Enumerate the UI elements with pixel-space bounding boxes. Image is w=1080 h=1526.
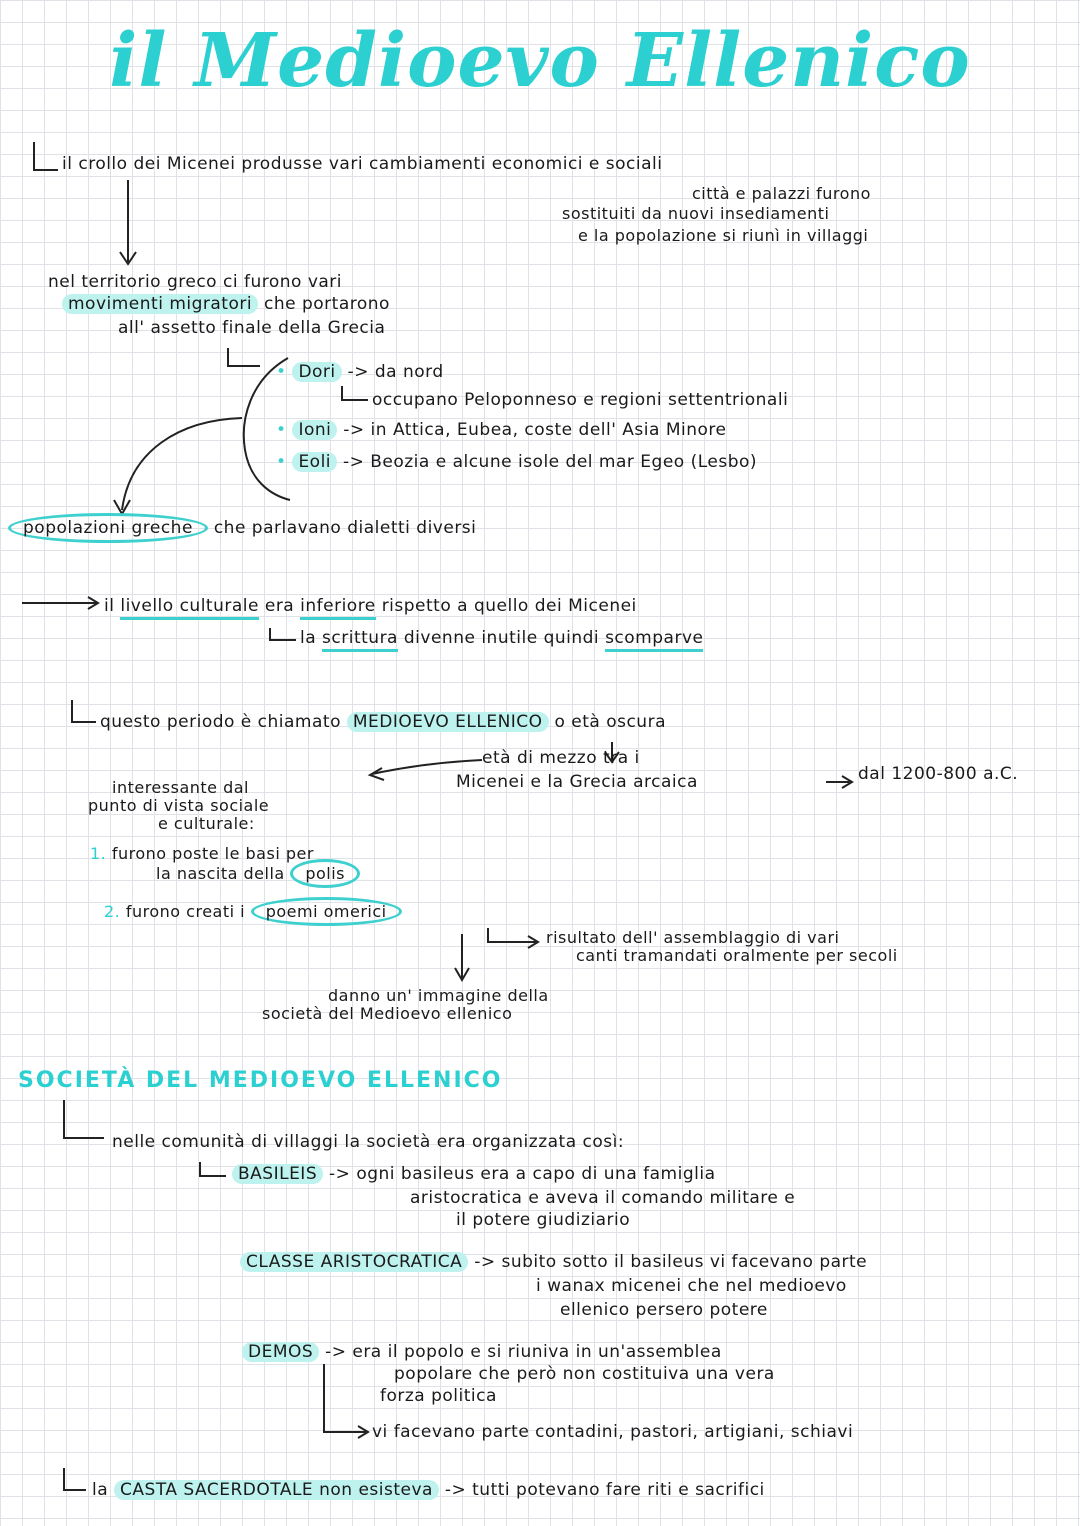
migration-line-2 bbox=[62, 294, 390, 314]
intro-line: il crollo dei Micenei produsse vari cambiamenti economici e sociali bbox=[62, 154, 663, 174]
people-text: -> in Attica, Eubea, coste dell' Asia Minore bbox=[343, 420, 727, 440]
city-line-1: città e palazzi furono bbox=[692, 184, 871, 203]
casta-rest: -> tutti potevano fare riti e sacrifici bbox=[444, 1480, 765, 1500]
demos-line-2: popolare che però non costituiva una vera bbox=[394, 1364, 775, 1384]
point-2-text: furono creati i bbox=[125, 902, 246, 921]
interest-line-3: e culturale: bbox=[158, 814, 255, 833]
migration-line-3: all' assetto finale della Grecia bbox=[118, 318, 386, 338]
casta-prefix: la bbox=[92, 1480, 109, 1500]
arrow-scrittura bbox=[270, 628, 296, 640]
aristocrazia-text-1: -> subito sotto il basileus vi facevano parte bbox=[474, 1252, 868, 1272]
migration-highlight: movimenti migratori bbox=[62, 294, 258, 314]
arrow-culture bbox=[22, 597, 98, 609]
aristocrazia-line-2: i wanax micenei che nel medioevo bbox=[536, 1276, 847, 1296]
people-dori bbox=[276, 362, 444, 382]
bullet-icon: • bbox=[276, 420, 287, 440]
point-1-text: furono poste le basi per bbox=[111, 844, 314, 863]
society-heading: SOCIETÀ DEL MEDIOEVO ELLENICO bbox=[18, 1068, 503, 1093]
people-ioni bbox=[276, 420, 726, 440]
arrow-casta bbox=[64, 1468, 86, 1490]
city-line-3: e la popolazione si riunì in villaggi bbox=[578, 226, 869, 245]
society-intro: nelle comunità di villaggi la società era organizzata così: bbox=[112, 1132, 625, 1152]
city-line-2: sostituiti da nuovi insediamenti bbox=[562, 204, 830, 223]
populations-line bbox=[8, 518, 476, 538]
populations-circled: popolazioni greche bbox=[8, 513, 208, 543]
people-eoli bbox=[276, 452, 757, 472]
demos-text-1: -> era il popolo e si riuniva in un'assemblea bbox=[325, 1342, 722, 1362]
aristocrazia-label: CLASSE ARISTOCRATICA bbox=[240, 1252, 468, 1272]
polis-circled: polis bbox=[290, 859, 360, 888]
image-line-2: società del Medioevo ellenico bbox=[262, 1004, 513, 1023]
period-between-2: Micenei e la Grecia arcaica bbox=[456, 772, 698, 792]
culture-underline-4: scomparve bbox=[605, 628, 703, 652]
demos-line-4: vi facevano parte contadini, pastori, artigiani, schiavi bbox=[372, 1422, 854, 1442]
culture-sub-line bbox=[300, 628, 703, 648]
casta-line bbox=[92, 1480, 765, 1500]
arrow-dates bbox=[826, 776, 852, 788]
arrow-dori-sub bbox=[342, 386, 368, 400]
bullet-icon: • bbox=[276, 362, 287, 382]
point-1-line-a bbox=[90, 844, 314, 863]
arrow-society bbox=[64, 1100, 104, 1138]
people-name: Ioni bbox=[292, 420, 337, 440]
people-text: -> Beozia e alcune isole del mar Egeo (Lesbo) bbox=[342, 452, 758, 472]
image-line-1: danno un' immagine della bbox=[328, 986, 549, 1005]
arrow-risultato bbox=[488, 928, 538, 948]
culture-sub-mid: divenne inutile quindi bbox=[403, 628, 600, 648]
period-highlight: MEDIOEVO ELLENICO bbox=[347, 712, 549, 732]
point-2-line bbox=[104, 902, 402, 921]
bullet-icon: • bbox=[276, 452, 287, 472]
interest-line-2: punto di vista sociale bbox=[88, 796, 270, 815]
culture-underline-2: inferiore bbox=[300, 596, 376, 620]
point-2-number: 2. bbox=[104, 902, 121, 921]
culture-rest: rispetto a quello dei Micenei bbox=[381, 596, 637, 616]
basileis-line-3: il potere giudiziario bbox=[456, 1210, 631, 1230]
casta-label: CASTA SACERDOTALE bbox=[120, 1480, 314, 1500]
arrow-peoples bbox=[228, 348, 260, 366]
poemi-circled: poemi omerici bbox=[251, 897, 402, 926]
casta-label-2: non esisteva bbox=[319, 1480, 433, 1500]
people-dori-sub: occupano Peloponneso e regioni settentrionali bbox=[372, 390, 789, 410]
populations-rest: che parlavano dialetti diversi bbox=[213, 518, 477, 538]
people-text: -> da nord bbox=[347, 362, 444, 382]
casta-highlight bbox=[114, 1480, 439, 1500]
migration-line-1: nel territorio greco ci furono vari bbox=[48, 272, 343, 292]
arrow-demos bbox=[324, 1364, 368, 1438]
aristocrazia-line-1 bbox=[240, 1252, 867, 1272]
period-text: questo periodo è chiamato bbox=[100, 712, 341, 732]
migration-rest: che portarono bbox=[264, 294, 390, 314]
culture-sub-prefix: la bbox=[300, 628, 317, 648]
point-1-text-b: la nascita della bbox=[156, 864, 285, 883]
period-dates: dal 1200-800 a.C. bbox=[858, 764, 1019, 784]
arrow-immagine bbox=[455, 934, 469, 980]
culture-underline-1: livello culturale bbox=[120, 596, 259, 620]
people-name: Dori bbox=[292, 362, 341, 382]
basileis-line-1 bbox=[232, 1164, 716, 1184]
result-line-2: canti tramandati oralmente per secoli bbox=[576, 946, 898, 965]
arrow-basileis bbox=[200, 1162, 226, 1176]
demos-line-3: forza politica bbox=[380, 1386, 497, 1406]
culture-underline-3: scrittura bbox=[322, 628, 398, 652]
arrow-down-migration bbox=[120, 180, 136, 264]
culture-mid: era bbox=[264, 596, 295, 616]
period-rest: o età oscura bbox=[554, 712, 666, 732]
period-line bbox=[100, 712, 666, 732]
result-line-1: risultato dell' assemblaggio di vari bbox=[546, 928, 840, 947]
interest-line-1: interessante dal bbox=[112, 778, 249, 797]
page-title: il Medioevo Ellenico bbox=[109, 18, 971, 104]
period-between-1: età di mezzo tra i bbox=[482, 748, 640, 768]
culture-prefix: il bbox=[104, 596, 115, 616]
demos-line-1 bbox=[242, 1342, 722, 1362]
aristocrazia-line-3: ellenico persero potere bbox=[560, 1300, 768, 1320]
basileis-line-2: aristocratica e aveva il comando militare e bbox=[410, 1188, 796, 1208]
people-name: Eoli bbox=[292, 452, 337, 472]
arrow-intro bbox=[34, 142, 58, 170]
arrow-to-populations bbox=[114, 418, 242, 514]
basileis-label: BASILEIS bbox=[232, 1164, 323, 1184]
basileis-text-1: -> ogni basileus era a capo di una famiglia bbox=[329, 1164, 716, 1184]
demos-label: DEMOS bbox=[242, 1342, 319, 1362]
arrow-period bbox=[72, 700, 96, 722]
point-1-line-b bbox=[156, 864, 360, 883]
culture-line bbox=[104, 596, 637, 616]
point-1-number: 1. bbox=[90, 844, 107, 863]
